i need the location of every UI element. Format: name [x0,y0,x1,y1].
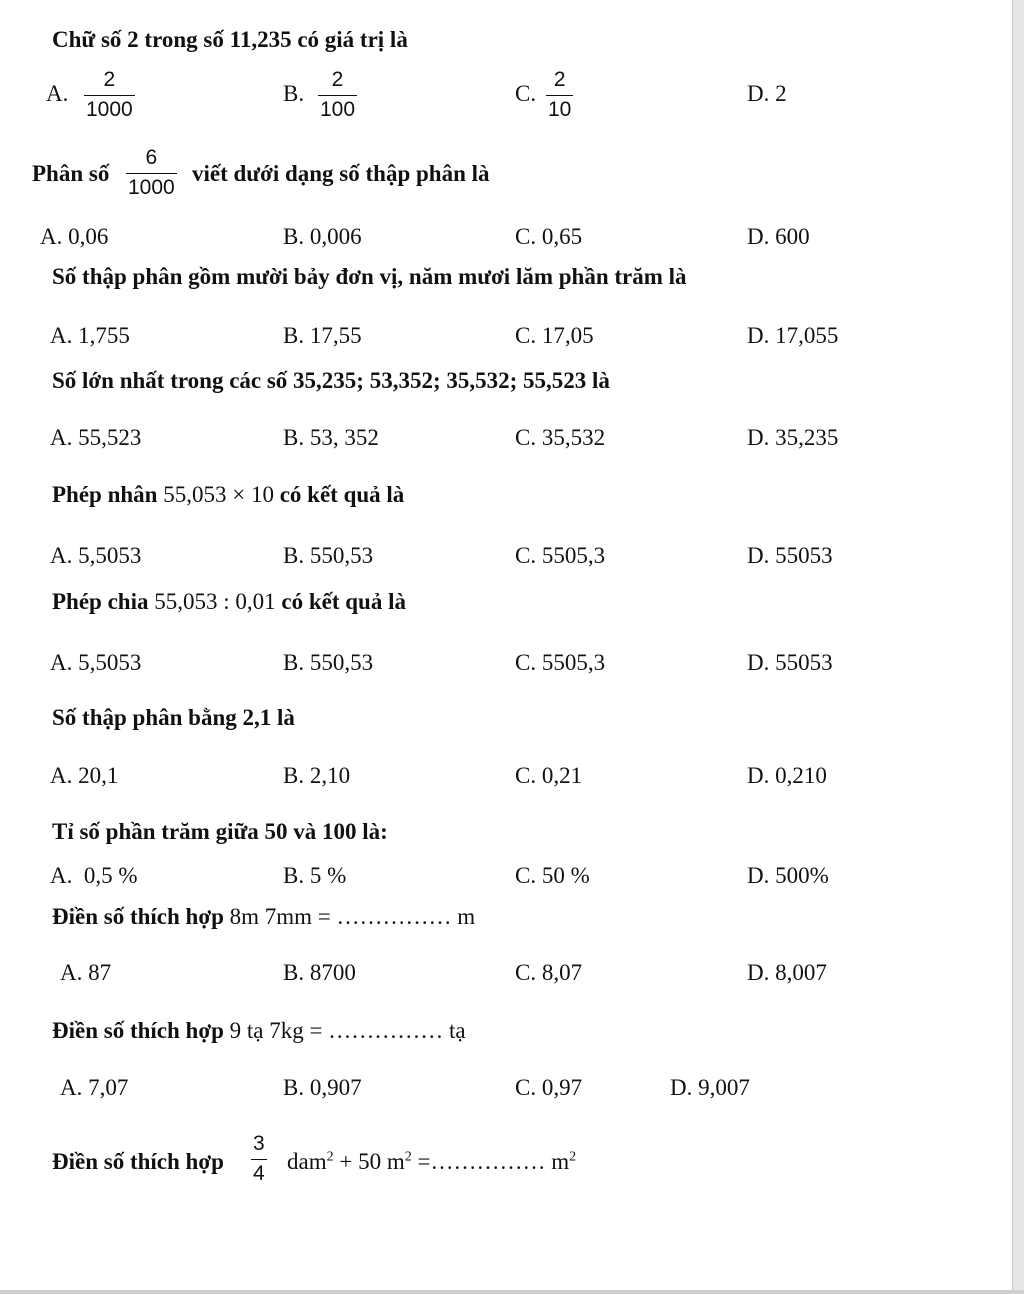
q3-option-d: D. 17,055 [747,323,839,348]
q1-option-a-num: 2 [103,68,116,91]
q6-option-a: A. 5,5053 [50,650,142,675]
q9-option-d: D. 8,007 [747,960,827,985]
q9-expression: 8m 7mm = …………… m [229,904,476,929]
q5-option-d: D. 55053 [747,543,833,568]
q11-fraction [249,1132,269,1186]
q1-option-c-fraction [546,68,573,122]
q7-option-d: D. 0,210 [747,763,827,788]
q11-expr-b: + 50 m [333,1149,405,1174]
question-2-after: viết dưới dạng số thập phân là [192,161,490,186]
q1-option-b-label: B. [283,81,305,106]
question-4: Số lớn nhất trong các số 35,235; 53,352; 35,532; 55,523 là [52,368,610,393]
q1-option-c-label: C. [515,81,537,106]
q1-option-b-fraction [318,68,357,122]
q2-option-b: B. 0,006 [283,224,362,249]
q6-text-before: Phép chia [52,589,149,614]
question-3: Số thập phân gồm mười bảy đơn vị, năm mươi lăm phần trăm là [52,264,687,289]
q4-option-b: B. 53, 352 [283,425,379,450]
q6-option-c: C. 5505,3 [515,650,606,675]
q1-option-d-label: D. [747,81,770,106]
q4-option-c: C. 35,532 [515,425,606,450]
q5-option-a: A. 5,5053 [50,543,142,568]
question-11-before: Điền số thích hợp [52,1149,224,1174]
q1-option-a-label: A. [46,81,69,106]
q8-option-b: B. 5 % [283,863,347,888]
page-bottom-edge [0,1290,1024,1294]
q11-fraction-num: 3 [253,1132,265,1155]
q2-option-c: C. 0,65 [515,224,583,249]
q2-fraction-den: 1000 [126,173,177,200]
question-9 [52,903,475,931]
question-5 [52,481,404,509]
question-10 [52,1017,466,1045]
q9-option-a: A. 87 [60,960,112,985]
q11-fraction-den: 4 [251,1159,267,1186]
q6-option-d: D. 55053 [747,650,833,675]
q7-option-c: C. 0,21 [515,763,583,788]
q1-option-d-value: 2 [775,81,787,106]
q10-option-d: D. 9,007 [670,1075,750,1100]
q5-expression: 55,053 × 10 [163,482,274,507]
q6-option-b: B. 550,53 [283,650,374,675]
q10-option-a: A. 7,07 [60,1075,129,1100]
q2-option-d: D. 600 [747,224,810,249]
q5-option-c: C. 5505,3 [515,543,606,568]
q7-option-a: A. 20,1 [50,763,119,788]
q3-option-c: C. 17,05 [515,323,594,348]
q9-option-b: B. 8700 [283,960,356,985]
question-6 [52,588,406,616]
q10-text-before: Điền số thích hợp [52,1018,224,1043]
question-7: Số thập phân bằng 2,1 là [52,705,295,730]
page-edge [1012,0,1024,1294]
q1-option-c-den: 10 [546,95,573,122]
q9-option-c: C. 8,07 [515,960,583,985]
q8-option-d: D. 500% [747,863,829,888]
q6-text-after: có kết quả là [281,589,406,614]
q7-option-b: B. 2,10 [283,763,351,788]
q10-expression: 9 tạ 7kg = …………… tạ [229,1018,466,1043]
q5-option-b: B. 550,53 [283,543,374,568]
q11-expr-c: =…………… m [411,1149,570,1174]
q4-option-a: A. 55,523 [50,425,142,450]
question-2-before: Phân số [32,161,110,186]
q11-expression [287,1148,576,1176]
q3-option-b: B. 17,55 [283,323,362,348]
q1-option-c-num: 2 [553,68,566,91]
q11-sup-b: 2 [404,1149,412,1165]
q5-text-before: Phép nhân [52,482,158,507]
q10-option-b: B. 0,907 [283,1075,362,1100]
q6-expression: 55,053 : 0,01 [154,589,276,614]
q11-sup-a: 2 [326,1149,334,1165]
q8-option-c: C. 50 % [515,863,590,888]
q4-option-d: D. 35,235 [747,425,839,450]
q10-option-c: C. 0,97 [515,1075,583,1100]
q2-fraction-num: 6 [145,146,158,169]
q2-option-a: A. 0,06 [40,224,109,249]
q9-text-before: Điền số thích hợp [52,904,224,929]
q1-option-b-num: 2 [331,68,344,91]
q5-text-after: có kết quả là [279,482,405,507]
q11-sup-c: 2 [569,1149,577,1165]
question-1: Chữ số 2 trong số 11,235 có giá trị là [52,27,408,52]
q1-option-b-den: 100 [318,95,357,122]
q1-option-a-fraction [84,68,135,122]
q11-expr-a: dam [287,1149,327,1174]
q1-option-d [747,80,787,108]
q2-fraction [126,146,177,200]
question-8: Tỉ số phần trăm giữa 50 và 100 là: [52,819,388,844]
q3-option-a: A. 1,755 [50,323,130,348]
q1-option-a-den: 1000 [84,95,135,122]
q8-option-a: A. 0,5 % [50,863,138,888]
